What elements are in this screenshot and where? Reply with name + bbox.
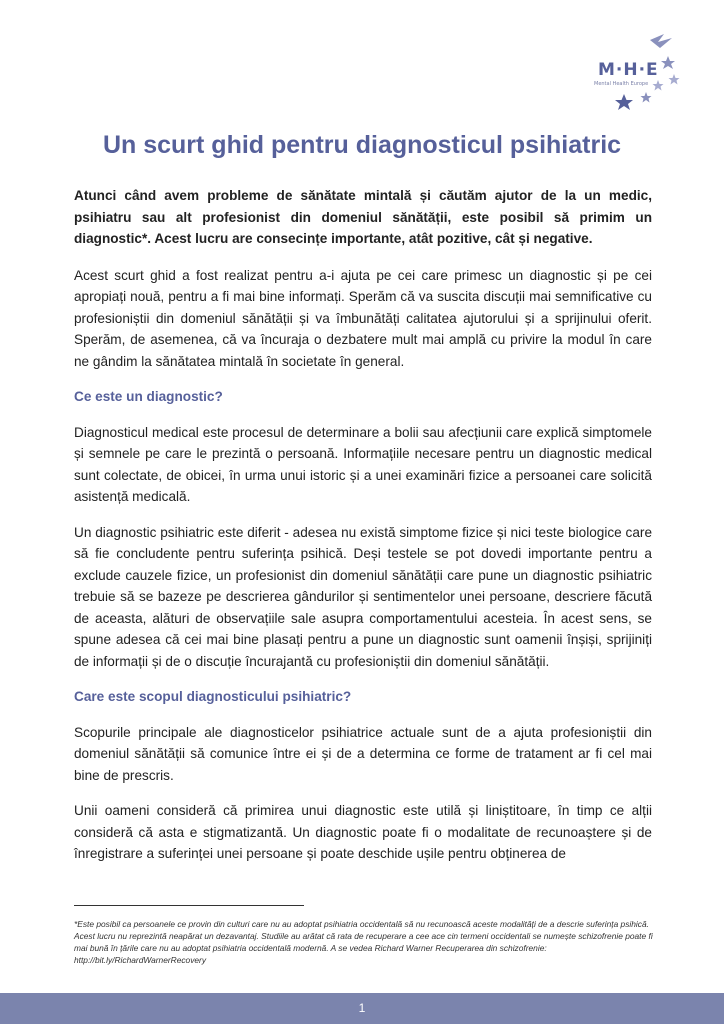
section-heading: Ce este un diagnostic? <box>74 389 223 404</box>
paragraph: Diagnosticul medical este procesul de determinare a bolii sau afecțiunii care explică simptomele și semnele pe care le prezintă o persoană. Informațiile necesare pentru un diagnostic medical sunt colectate, de obicei, în urma unui istoric și a unei examinări fizice a persoanei care solicită asistență medicală. <box>74 424 652 504</box>
document-body <box>74 185 652 879</box>
mhe-logo <box>588 30 688 118</box>
paragraph: Scopurile principale ale diagnosticelor psihiatrice actuale sunt de a ajuta profesioniștii din domeniul sănătății să comunice între ei și de a determina ce forme de tratament ar fi cel mai bine de prescris. <box>74 724 652 783</box>
paragraph: Unii oameni consideră că primirea unui diagnostic este utilă și liniștitoare, în timp ce alții consideră că asta e stigmatizantă. Un diagnostic poate fi o modalitate de recunoaștere și de înregistrare a suferinței unei persoane și poate deschide ușile pentru obținerea de <box>74 803 652 861</box>
footnote: *Este posibil ca persoanele ce provin din culturi care nu au adoptat psihiatria occidentală să nu recunoască aceste modalități de a descrie suferința psihică. Acest lucru nu reprezintă neapărat un dezavantaj. Studiile au arătat că rata de recuperare a cee ace cin termeni occidentali se numește schizofrenie poate fi mai bună în țările care nu au adoptat psihiatria occidentală modernă. A se vedea Richard Warner Recuperarea din schizofrenie: http://bit.ly/RichardWarnerRecovery <box>74 919 653 965</box>
footer-bar <box>0 993 724 1024</box>
footnote-divider <box>74 905 304 906</box>
page-number: 1 <box>358 1001 366 1015</box>
intro-paragraph: Atunci când avem probleme de sănătate mintală și căutăm ajutor de la un medic, psihiatru sau alt profesionist din domeniul sănătății, este posibil să primim un diagnostic*. Acest lucru are consecințe importante, atât pozitive, cât și negative. <box>74 188 652 246</box>
section-heading: Care este scopul diagnosticului psihiatric? <box>74 689 352 704</box>
paragraph: Acest scurt ghid a fost realizat pentru a-i ajuta pe cei care primesc un diagnostic și pe cei apropiați nouă, pentru a fi mai bine informați. Sperăm că va suscita discuții mai semnificative cu profesioniștii din domeniul sănătății și va îmbunătăți calitatea ajutorului și a sprijinului oferit. Sperăm, de asemenea, că va încuraja o dezbatere mult mai amplă cu privire la modul în care ne gândim la sănătatea mintală în societate în general. <box>74 267 652 369</box>
logo-name: M·H·E <box>598 60 659 80</box>
page-title: Un scurt ghid pentru diagnosticul psihiatric <box>102 131 622 159</box>
paragraph: Un diagnostic psihiatric este diferit - adesea nu există simptome fizice și nici teste biologice care să fie concludente pentru suferința psihică. Deși testele se pot dovedi importante pentru a exclude cauzele fizice, un profesionist din domeniul sănătății care pune un diagnostic psihiatric trebuie să se bazeze pe descrierea gândurilor și sentimentelor unei persoane, descriere făcută de aceasta, alături de observațiile sale asupra comportamentului acesteia. În acest sens, se spune adesea că cei mai bine plasați pentru a pune un diagnostic sunt oamenii înșiși, sprijiniți de informații și de o discuție încurajantă cu profesioniștii din domeniul sănătății. <box>74 524 652 669</box>
logo-tagline: Mental Health Europe <box>594 81 649 87</box>
